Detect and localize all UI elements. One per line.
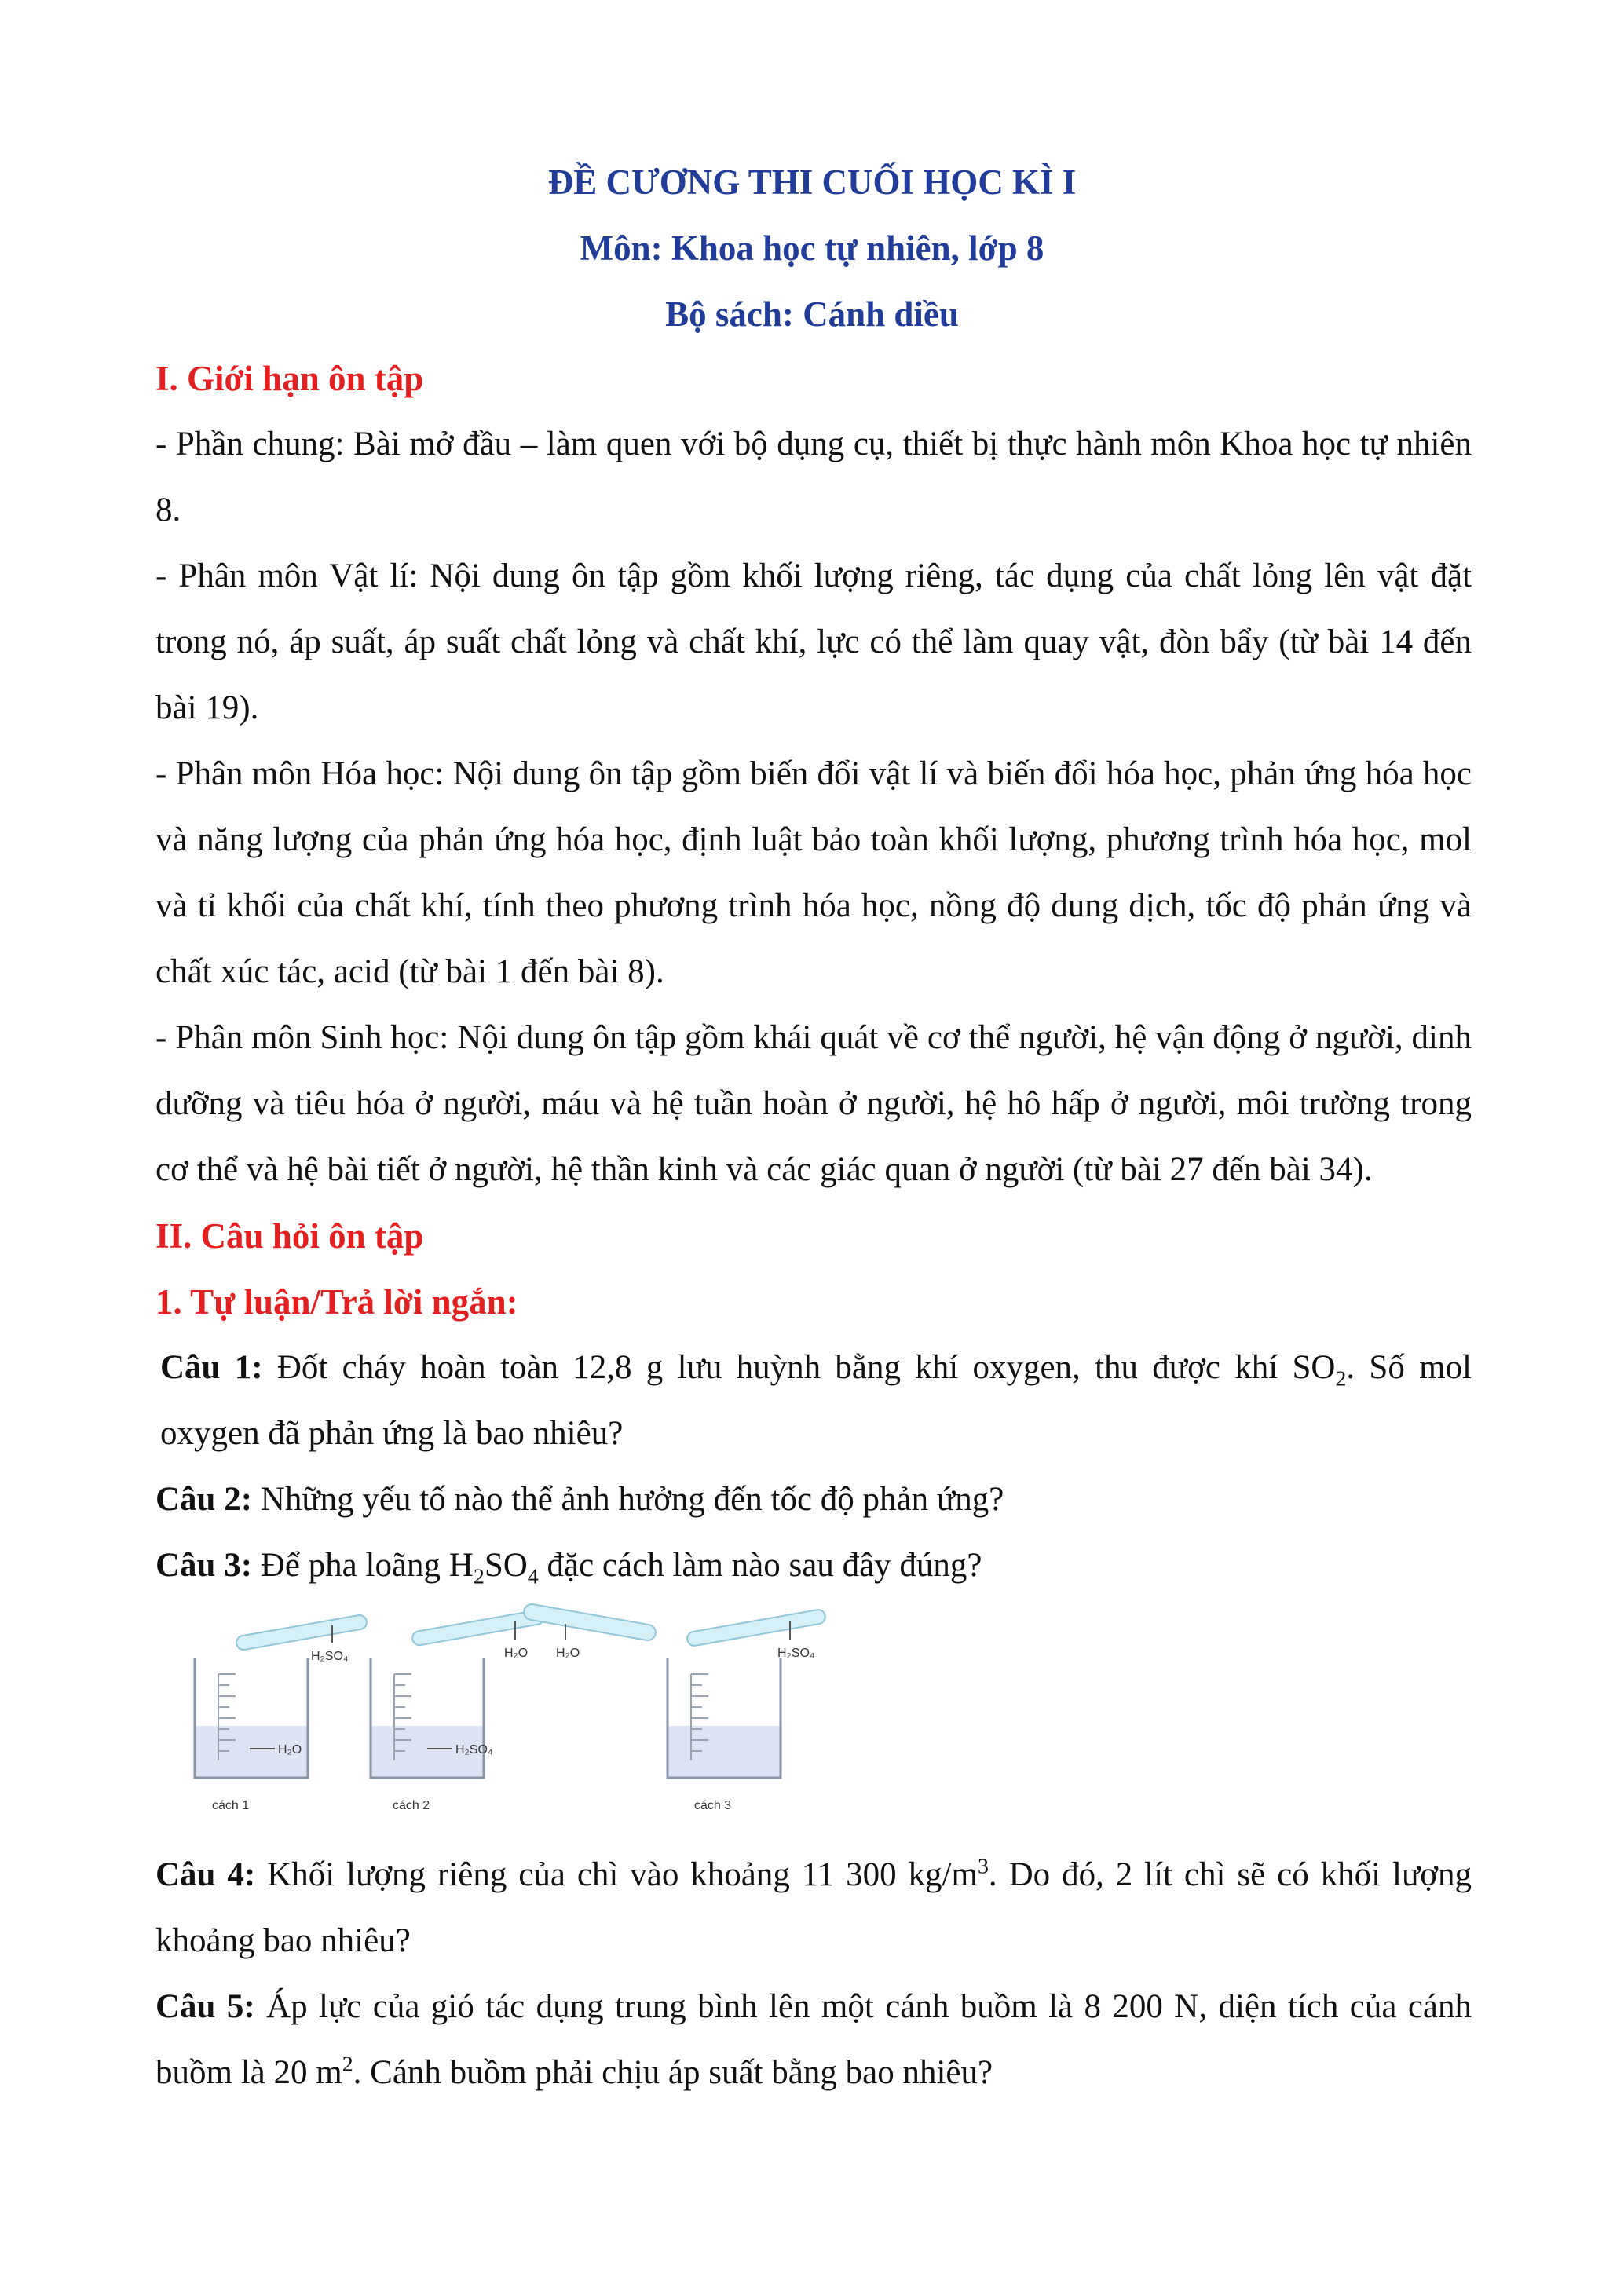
question-3 — [155, 1533, 1472, 1599]
so2-subscript: 2 — [1335, 1366, 1347, 1391]
section-1-heading: I. Giới hạn ôn tập — [155, 359, 424, 398]
subject-line: Môn: Khoa học tự nhiên, lớp 8 — [580, 229, 1044, 268]
question-4 — [155, 1842, 1472, 1974]
tube-2-label: H₂O — [504, 1647, 529, 1660]
tube-1-label: H₂SO₄ — [311, 1650, 349, 1663]
method-3-setup — [523, 1603, 827, 1812]
method-2-caption: cách 2 — [393, 1799, 430, 1812]
beaker-2-label: H₂SO₄ — [455, 1743, 493, 1757]
question-3-text-a: Để pha loãng H — [252, 1547, 474, 1584]
question-4-label: Câu 4: — [155, 1856, 256, 1893]
cubic-superscript: 3 — [977, 1854, 989, 1879]
book-series-line: Bộ sách: Cánh diều — [665, 294, 959, 334]
title-block — [0, 149, 1624, 347]
dilution-methods-illustration — [187, 1603, 1019, 1831]
question-3-text-b: SO — [484, 1547, 528, 1584]
scope-physics: - Phân môn Vật lí: Nội dung ôn tập gồm khối lượng riêng, tác dụng của chất lỏng lên vật đặt trong nó, áp suất, áp suất chất lỏng và chất khí, lực có thể làm quay vật, đòn bẩy (từ bài 14 đến bài 19). — [155, 558, 1472, 726]
tube-3b-label: H₂SO₄ — [777, 1647, 815, 1660]
method-2-setup — [371, 1609, 545, 1812]
test-tube-3b-icon — [686, 1609, 826, 1647]
document-body — [155, 345, 1472, 2106]
essay-subheading: 1. Tự luận/Trả lời ngắn: — [155, 1282, 518, 1322]
beaker-3-liquid — [668, 1726, 781, 1778]
question-2 — [155, 1467, 1472, 1533]
question-3-text-c: đặc cách làm nào sau đây đúng? — [538, 1547, 982, 1584]
tube-3a-label: H₂O — [556, 1647, 580, 1660]
question-5-text-b: . Cánh buồm phải chịu áp suất bằng bao nhiêu? — [353, 2054, 993, 2091]
question-1-text-a: Đốt cháy hoàn toàn 12,8 g lưu huỳnh bằng khí oxygen, thu được khí SO — [262, 1349, 1336, 1386]
scope-biology: - Phân môn Sinh học: Nội dung ôn tập gồm khái quát về cơ thể người, hệ vận động ở người, dinh dưỡng và tiêu hóa ở người, máu và hệ tuần hoàn ở người, hệ hô hấp ở người, môi trường trong cơ thể và hệ bài tiết ở người, hệ thần kinh và các giác quan ở người (từ bài 27 đến bài 34). — [155, 1019, 1472, 1188]
section-2-heading: II. Câu hỏi ôn tập — [155, 1216, 424, 1256]
so4-subscript: 4 — [527, 1564, 539, 1589]
question-2-text: Những yếu tố nào thể ảnh hưởng đến tốc độ phản ứng? — [252, 1481, 1004, 1518]
question-1 — [155, 1335, 1472, 1467]
question-4-text-a: Khối lượng riêng của chì vào khoảng 11 300 kg/m — [255, 1856, 978, 1893]
h2-subscript: 2 — [473, 1564, 485, 1589]
test-tube-1-icon — [236, 1614, 368, 1651]
scope-general: - Phần chung: Bài mở đầu – làm quen với bộ dụng cụ, thiết bị thực hành môn Khoa học tự nhiên 8. — [155, 426, 1472, 528]
document-title: ĐỀ CƯƠNG THI CUỐI HỌC KÌ I — [547, 163, 1077, 202]
question-2-label: Câu 2: — [155, 1481, 253, 1518]
scope-chemistry: - Phân môn Hóa học: Nội dung ôn tập gồm biến đổi vật lí và biến đổi hóa học, phản ứng hóa học và năng lượng của phản ứng hóa học, định luật bảo toàn khối lượng, phương trình hóa học, mol và tỉ khối của chất khí, tính theo phương trình hóa học, nồng độ dung dịch, tốc độ phản ứng và chất xúc tác, acid (từ bài 1 đến bài 8). — [155, 755, 1472, 990]
method-1-setup — [195, 1614, 368, 1812]
test-tube-3a-icon — [523, 1603, 657, 1642]
question-5-text-a: Áp lực của gió tác dụng trung bình lên một cánh buồm là 8 200 N, diện tích của cánh buồm là 20 m — [155, 1988, 1472, 2091]
question-3-label: Câu 3: — [155, 1547, 253, 1584]
question-4-text-b: . Do đó, 2 lít chì sẽ có khối lượng khoảng bao nhiêu? — [155, 1856, 1472, 1959]
method-1-caption: cách 1 — [212, 1799, 250, 1812]
square-superscript: 2 — [342, 2052, 353, 2077]
question-1-label: Câu 1: — [160, 1349, 263, 1386]
question-5-label: Câu 5: — [155, 1988, 255, 2025]
beaker-1-label: H₂O — [278, 1743, 302, 1757]
question-1-text-b: . Số mol oxygen đã phản ứng là bao nhiêu? — [160, 1349, 1472, 1452]
dilution-figure — [155, 1603, 1472, 1831]
question-5 — [155, 1974, 1472, 2106]
method-3-caption: cách 3 — [694, 1799, 732, 1812]
